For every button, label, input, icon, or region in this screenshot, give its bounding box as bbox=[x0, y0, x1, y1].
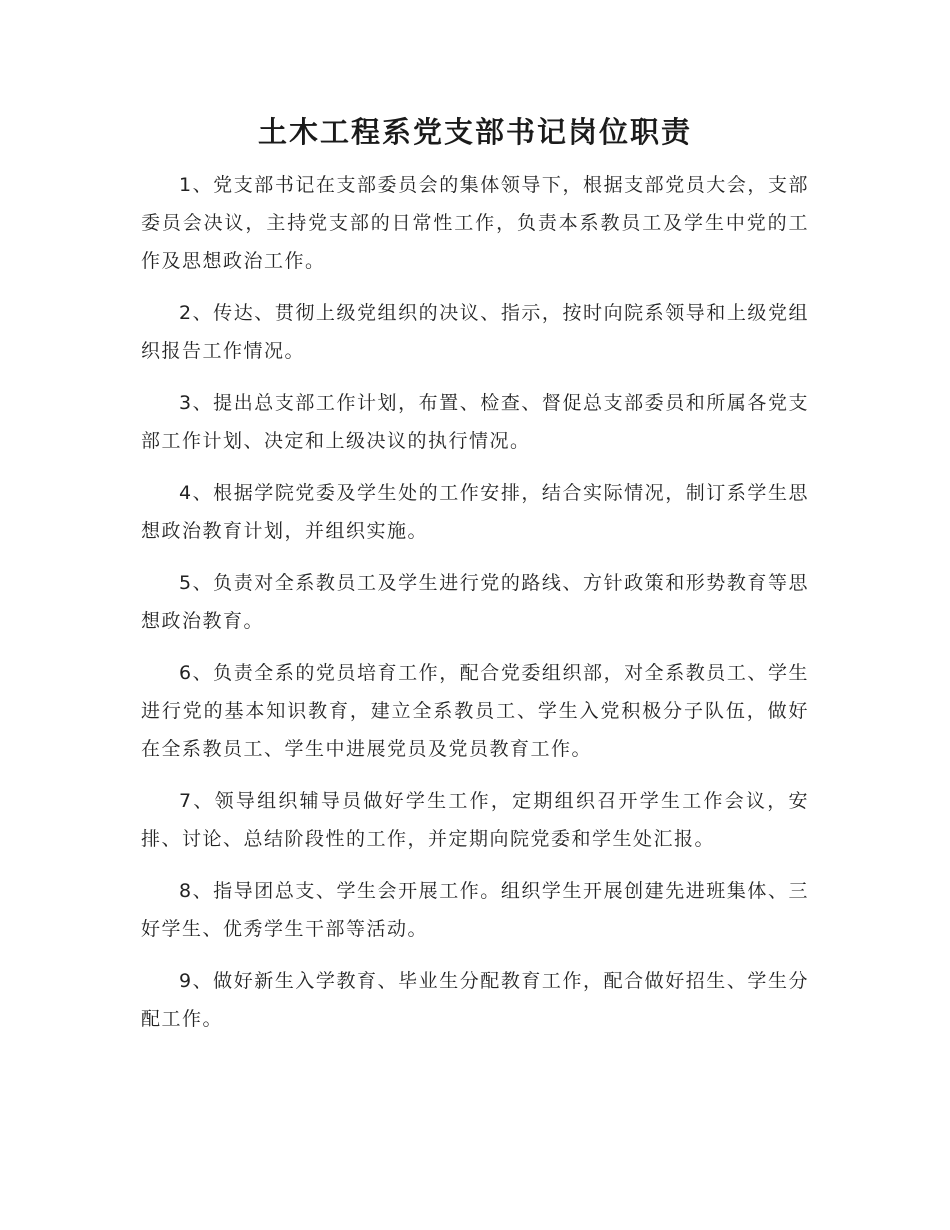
paragraph-1: 1、党支部书记在支部委员会的集体领导下，根据支部党员大会，支部委员会决议，主持党支部的日常性工作，负责本系教员工及学生中党的工作及思想政治工作。 bbox=[141, 174, 809, 272]
paragraph-4: 4、根据学院党委及学生处的工作安排，结合实际情况，制订系学生思想政治教育计划，并组织实施。 bbox=[141, 482, 809, 542]
document-title: 土木工程系党支部书记岗位职责 bbox=[257, 115, 692, 149]
paragraph-3: 3、提出总支部工作计划，布置、检查、督促总支部委员和所属各党支部工作计划、决定和上级决议的执行情况。 bbox=[141, 392, 809, 452]
paragraph-2: 2、传达、贯彻上级党组织的决议、指示，按时向院系领导和上级党组织报告工作情况。 bbox=[141, 302, 809, 362]
paragraph-6: 6、负责全系的党员培育工作，配合党委组织部，对全系教员工、学生进行党的基本知识教育，建立全系教员工、学生入党积极分子队伍，做好在全系教员工、学生中进展党员及党员教育工作。 bbox=[141, 662, 809, 760]
paragraph-7: 7、领导组织辅导员做好学生工作，定期组织召开学生工作会议，安排、讨论、总结阶段性的工作，并定期向院党委和学生处汇报。 bbox=[141, 790, 809, 850]
paragraph-9: 9、做好新生入学教育、毕业生分配教育工作，配合做好招生、学生分配工作。 bbox=[141, 970, 809, 1030]
paragraph-5: 5、负责对全系教员工及学生进行党的路线、方针政策和形势教育等思想政治教育。 bbox=[141, 572, 809, 632]
document-body bbox=[141, 166, 809, 1052]
paragraph-8: 8、指导团总支、学生会开展工作。组织学生开展创建先进班集体、三好学生、优秀学生干部等活动。 bbox=[141, 880, 809, 940]
